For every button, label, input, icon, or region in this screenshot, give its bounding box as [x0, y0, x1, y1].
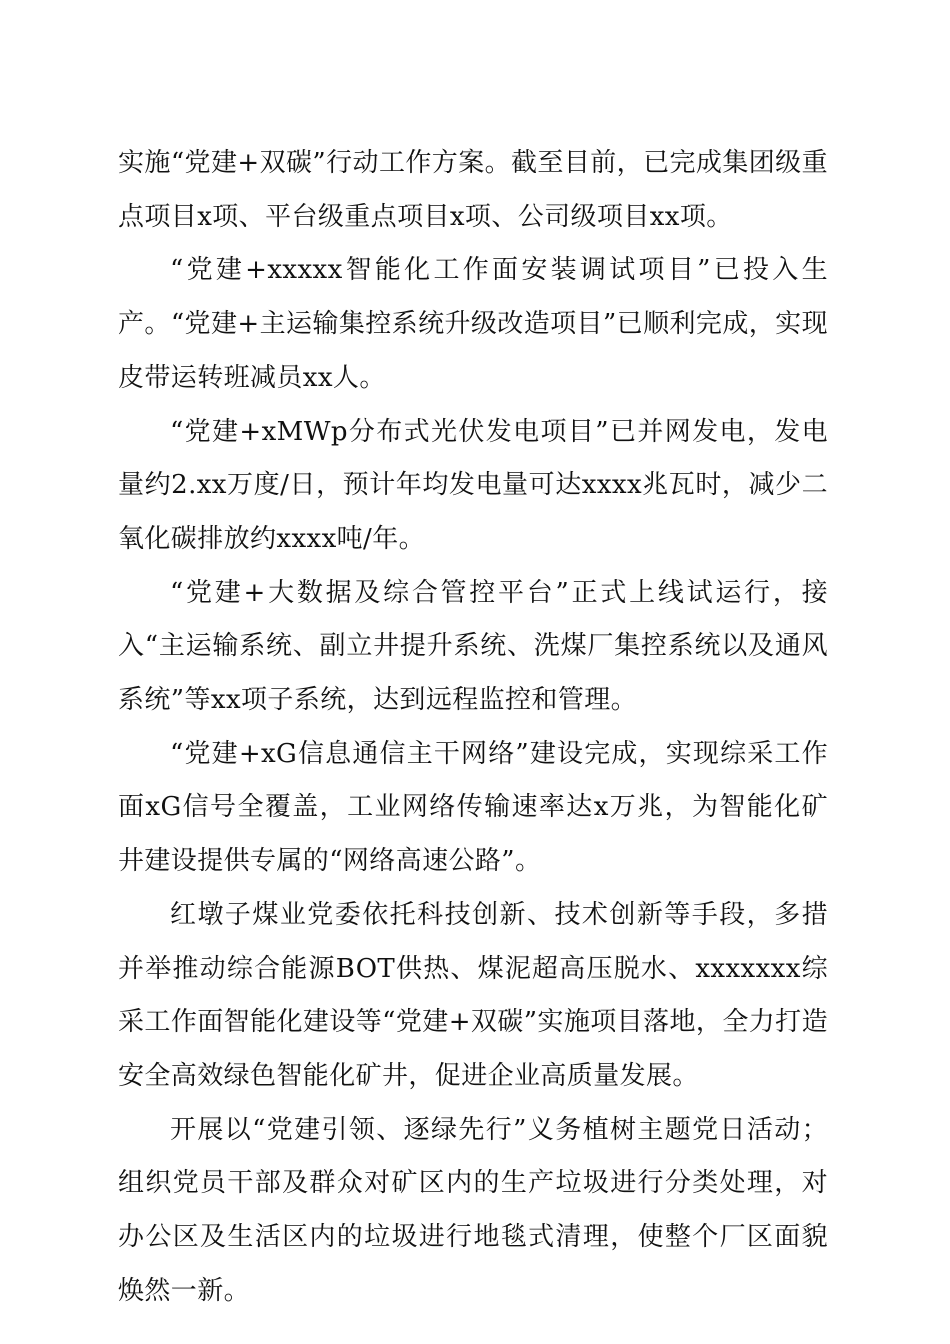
paragraph-smart-workface: “党建+xxxxx智能化工作面安装调试项目”已投入生产。“党建+主运输集控系统升级改造项目”已顺利完成，实现皮带运转班减员xx人。: [118, 255, 828, 393]
paragraph-tree-planting: 开展以“党建引领、逐绿先行”义务植树主题党日活动；组织党员干部及群众对矿区内的生产垃圾进行分类处理，对办公区及生活区内的垃圾进行地毯式清理，使整个厂区面貌焕然一新。: [118, 1114, 828, 1306]
paragraph-big-data-platform: “党建+大数据及综合管控平台”正式上线试运行，接入“主运输系统、副立井提升系统、洗煤厂集控系统以及通风系统”等xx项子系统，达到远程监控和管理。: [118, 577, 828, 716]
paragraph-action-plan: 实施“党建+双碳”行动工作方案。截至目前，已完成集团级重点项目x项、平台级重点项目x项、公司级项目xx项。: [118, 148, 828, 232]
document-body: [118, 137, 828, 1318]
paragraph-tech-innovation: 红墩子煤业党委依托科技创新、技术创新等手段，多措并举推动综合能源BOT供热、煤泥超高压脱水、xxxxxxx综采工作面智能化建设等“党建+双碳”实施项目落地，全力打造安全高效绿色智能化矿井，促进企业高质量发展。: [118, 899, 828, 1091]
paragraph-solar-power: “党建+xMWp分布式光伏发电项目”已并网发电，发电量约2.xx万度/日，预计年均发电量可达xxxx兆瓦时，减少二氧化碳排放约xxxx吨/年。: [118, 416, 829, 554]
paragraph-network: “党建+xG信息通信主干网络”建设完成，实现综采工作面xG信号全覆盖，工业网络传输速率达x万兆，为智能化矿井建设提供专属的“网络高速公路”。: [118, 738, 828, 877]
